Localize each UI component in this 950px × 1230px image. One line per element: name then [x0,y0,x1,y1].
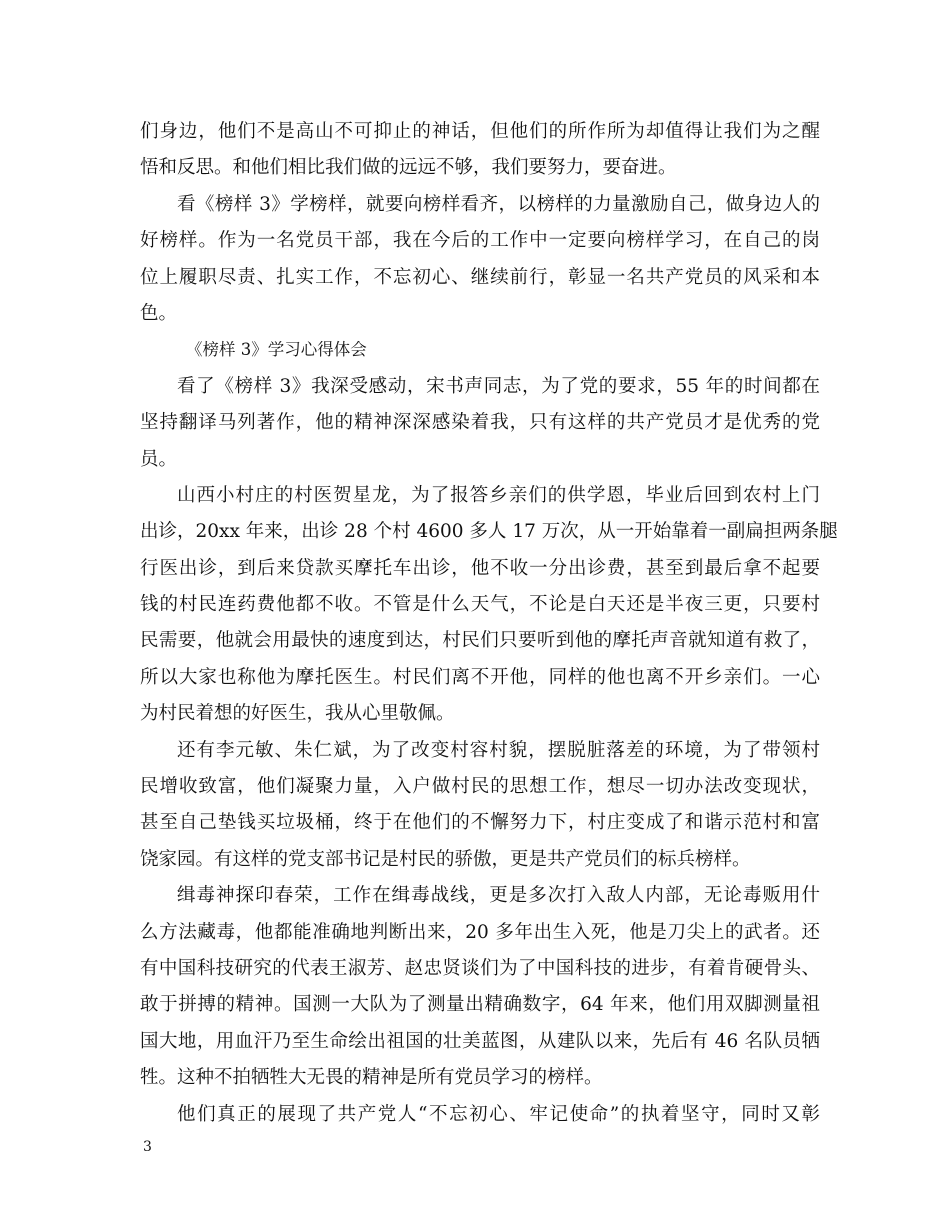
paragraph-start-line: 看了《榜样 3》我深受感动，宋书声同志，为了党的要求，55 年的时间都在 [177,375,820,397]
text-line: 为村民着想的好医生，我从心里敬佩。 [140,703,455,725]
text-line: 位上履职尽责、扎实工作，不忘初心、继续前行，彰显一名共产党员的风采和本 [140,266,820,288]
text-line: 国大地，用血汗乃至生命绘出祖国的壮美蓝图，从建队以来，先后有 46 名队员牺 [140,1030,820,1052]
text-line: 有中国科技研究的代表王淑芳、赵忠贤谈们为了中国科技的进步，有着肯硬骨头、 [140,957,820,979]
text-line: 钱的村民连药费他都不收。不管是什么天气，不论是白天还是半夜三更，只要村 [140,594,820,616]
text-line: 所以大家也称他为摩托医生。村民们离不开他，同样的他也离不开乡亲们。一心 [140,666,820,688]
paragraph-start-line: 山西小村庄的村医贺星龙，为了报答乡亲们的供学恩，毕业后回到农村上门 [177,484,820,506]
text-line: 坚持翻译马列著作，他的精神深深感染着我，只有这样的共产党员才是优秀的党 [140,412,820,434]
text-line: 饶家园。有这样的党支部书记是村民的骄傲，更是共产党员们的标兵榜样。 [140,848,751,870]
text-line: 民需要，他就会用最快的速度到达，村民们只要听到他的摩托声音就知道有救了， [140,630,820,652]
text-line: 色。 [140,302,178,324]
text-line: 出诊，20xx 年来，出诊 28 个村 4600 多人 17 万次，从一开始靠着一副扁担两条腿 [140,521,838,543]
text-line: 好榜样。作为一名党员干部，我在今后的工作中一定要向榜样学习，在自己的岗 [140,230,820,252]
text-line: 敢于拼搏的精神。国测一大队为了测量出精确数字，64 年来，他们用双脚测量祖 [140,994,820,1016]
text-line: 牲。这种不拍牺牲大无畏的精神是所有党员学习的榜样。 [140,1067,603,1089]
text-line: 员。 [140,448,178,470]
paragraph-start-line: 缉毒神探印春荣，工作在缉毒战线，更是多次打入敌人内部，无论毒贩用什 [177,885,820,907]
text-line: 悟和反思。和他们相比我们做的远远不够，我们要努力，要奋进。 [140,157,677,179]
page-number: 3 [143,1139,152,1155]
text-line: 们身边，他们不是高山不可抑止的神话，但他们的所作所为却值得让我们为之醒 [140,121,820,142]
paragraph-start-line: 他们真正的展现了共产党人“不忘初心、牢记使命”的执着坚守，同时又彰 [177,1103,820,1125]
section-heading: 《榜样 3》学习心得体会 [186,340,367,360]
text-line: 甚至自己垫钱买垃圾桶，终于在他们的不懈努力下，村庄变成了和谐示范村和富 [140,812,820,834]
text-line: 么方法藏毒，他都能准确地判断出来，20 多年出生入死，他是刀尖上的武者。还 [140,921,820,943]
paragraph-start-line: 看《榜样 3》学榜样，就要向榜样看齐，以榜样的力量激励自己，做身边人的 [177,193,820,215]
document-body [140,114,838,1133]
text-line: 民增收致富，他们凝聚力量，入户做村民的思想工作，想尽一切办法改变现状， [140,776,820,798]
paragraph-start-line: 还有李元敏、朱仁斌，为了改变村容村貌，摆脱脏落差的环境，为了带领村 [177,739,820,761]
text-line: 行医出诊，到后来贷款买摩托车出诊，他不收一分出诊费，甚至到最后拿不起要 [140,557,820,579]
